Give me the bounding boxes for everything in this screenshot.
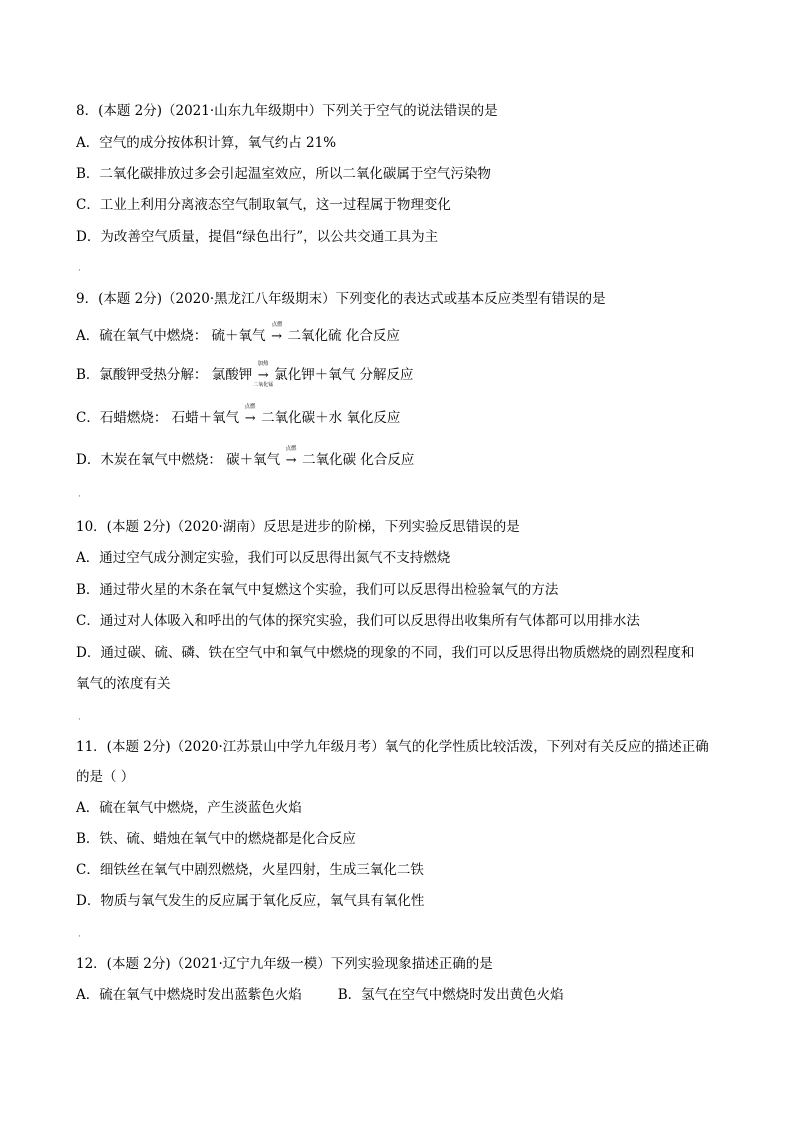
q9-option-a [76,320,400,346]
q11-option-d: D．物质与氧气发生的反应属于氧化反应，氧气具有氧化性 [76,893,425,909]
arrow-icon: → [285,452,297,468]
q9-stem: 9．(本题 2分)（2020·黑龙江八年级期末）下列变化的表达式或基本反应类型有错误的是 [76,291,606,307]
q11-option-b: B．铁、硫、蜡烛在氧气中的燃烧都是化合反应 [76,831,356,847]
q9-option-d [76,444,415,470]
paragraph-mark: · [78,492,81,502]
q9-d-type: 化合反应 [360,452,415,468]
q9-c-lhs: 石蜡＋氧气 [171,410,240,426]
q9-a-label: A．硫在氧气中燃烧： [76,328,208,344]
q8-option-c: C．工业上利用分离液态空气制取氧气，这一过程属于物理变化 [76,197,451,213]
reaction-arrow [266,320,288,346]
q9-option-b [76,359,414,388]
q9-c-condition: 点燃 [244,402,256,410]
q9-d-rhs: 二氧化碳 [302,452,357,468]
q12-option-b: B．氢气在空气中燃烧时发出黄色火焰 [337,987,564,1003]
q9-c-type: 氧化反应 [346,410,401,426]
q9-b-rhs: 氯化钾＋氧气 [274,367,356,383]
q9-a-type: 化合反应 [345,328,400,344]
q9-b-condition-top: 加热 [257,359,269,367]
q10-option-b: B．通过带火星的木条在氧气中复燃这个实验，我们可以反思得出检验氧气的方法 [76,582,559,598]
q9-b-label: B．氯酸钾受热分解： [76,367,208,383]
q8-stem: 8．(本题 2分)（2021·山东九年级期中）下列关于空气的说法错误的是 [76,103,498,119]
q12-option-a: A．硫在氧气中燃烧时发出蓝紫色火焰 [76,987,302,1003]
q10-option-a: A．通过空气成分测定实验，我们可以反思得出氮气不支持燃烧 [76,550,451,566]
q9-d-lhs: 碳＋氧气 [226,452,281,468]
q11-stem-cont: 的是（ ） [76,769,135,785]
q9-a-lhs: 硫＋氧气 [211,328,266,344]
q9-d-label: D．木炭在氧气中燃烧： [76,452,222,468]
q12-stem: 12．(本题 2分)（2021·辽宁九年级一模）下列实验现象描述正确的是 [76,956,493,972]
reaction-arrow [239,402,261,428]
q9-b-type: 分解反应 [359,367,414,383]
q9-b-condition-bottom: 二氧化锰 [253,381,274,388]
q9-a-condition: 点燃 [271,320,282,328]
q10-stem: 10．(本题 2分)（2020·湖南）反思是进步的阶梯，下列实验反思错误的是 [76,519,520,535]
q10-option-c: C．通过对人体吸入和呼出的气体的探究实验，我们可以反思得出收集所有气体都可以用排水法 [76,613,640,629]
q9-b-lhs: 氯酸钾 [211,367,253,383]
q8-option-b: B．二氧化碳排放过多会引起温室效应，所以二氧化碳属于空气污染物 [76,166,491,182]
q9-c-label: C．石蜡燃烧： [76,410,168,426]
arrow-icon: → [244,410,256,426]
q11-stem: 11．(本题 2分)（2020·江苏景山中学九年级月考）氧气的化学性质比较活泼，下列对有关反应的描述正确 [76,739,709,755]
q11-option-c: C．细铁丝在氧气中剧烈燃烧，火星四射，生成三氧化二铁 [76,862,424,878]
q11-option-a: A．硫在氧气中燃烧，产生淡蓝色火焰 [76,800,302,816]
q12-options-row [76,986,564,1004]
q9-a-rhs: 二氧化硫 [287,328,342,344]
reaction-arrow [252,359,274,388]
arrow-icon: → [257,367,269,383]
q8-option-a: A．空气的成分按体积计算，氧气约占 21% [76,135,337,151]
q9-d-condition: 点燃 [285,444,297,452]
q9-option-c [76,402,401,428]
q10-option-d: D．通过碳、硫、磷、铁在空气中和氧气中燃烧的现象的不同，我们可以反思得出物质燃烧的剧烈程度和 [76,645,695,661]
arrow-icon: → [271,328,282,344]
reaction-arrow [280,444,302,470]
q10-option-d-cont: 氧气的浓度有关 [76,676,171,692]
q9-c-rhs: 二氧化碳＋水 [261,410,343,426]
paragraph-mark: · [78,266,81,276]
q8-option-d: D．为改善空气质量，提倡“绿色出行”，以公共交通工具为主 [76,229,439,245]
paragraph-mark: · [78,932,81,942]
paragraph-mark: · [78,715,81,725]
